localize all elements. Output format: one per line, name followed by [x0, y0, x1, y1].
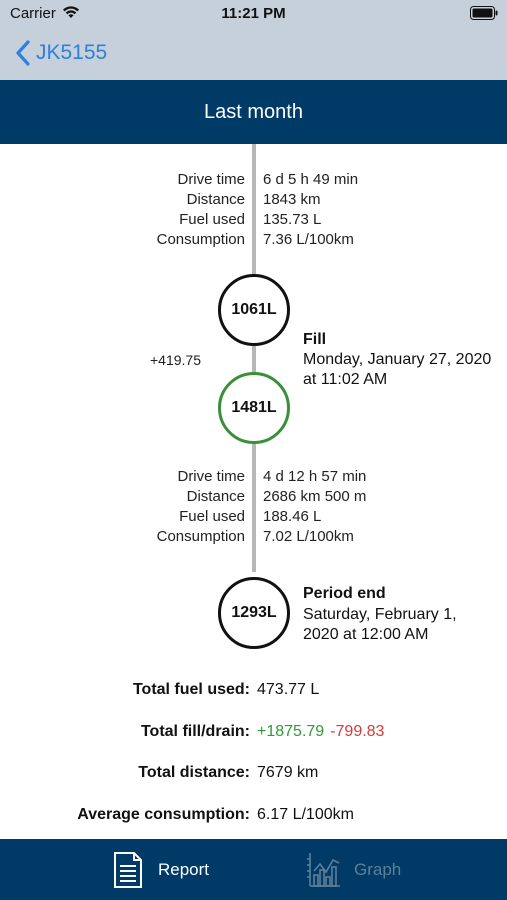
fill-total: +1875.79 — [257, 723, 325, 740]
stat-value: 135.73 L — [263, 211, 322, 228]
stat-value: 7.02 L/100km — [263, 528, 354, 545]
tab-graph[interactable] — [306, 839, 401, 900]
summary-average-consumption — [0, 806, 507, 830]
stat-label: Distance — [186, 488, 245, 505]
stat-row-drive-time — [0, 171, 507, 191]
fuel-level-node-fill: 1481L — [218, 372, 290, 444]
tab-label: Report — [158, 859, 210, 879]
stat-row-fuel-used — [0, 211, 507, 231]
stat-label: Consumption — [156, 528, 245, 545]
fuel-timeline[interactable] — [0, 144, 507, 839]
stat-label: Fuel used — [179, 211, 245, 228]
carrier-label: Carrier — [10, 5, 56, 22]
summary-label: Total fill/drain: — [140, 723, 250, 740]
summary-label: Total distance: — [138, 764, 250, 781]
stat-row-distance — [0, 191, 507, 211]
event-date: Monday, January 27, 2020 at 11:02 AM — [303, 351, 492, 388]
tab-report[interactable] — [110, 839, 209, 900]
fuel-level-node: 1061L — [218, 274, 290, 346]
status-bar — [0, 0, 507, 28]
back-button[interactable] — [14, 38, 107, 68]
summary-value: 7679 km — [257, 764, 319, 781]
stat-row-distance — [0, 488, 507, 508]
summary-value — [257, 723, 384, 741]
stat-value: 7.36 L/100km — [263, 231, 354, 248]
period-title: Last month — [0, 80, 507, 144]
tab-bar — [0, 839, 507, 900]
stat-value: 6 d 5 h 49 min — [263, 171, 359, 188]
stat-value: 1843 km — [263, 191, 321, 208]
back-label: JK5155 — [36, 41, 108, 64]
stat-row-drive-time — [0, 468, 507, 488]
stat-row-fuel-used — [0, 508, 507, 528]
stat-label: Consumption — [156, 231, 245, 248]
status-time: 11:21 PM — [221, 5, 286, 22]
timeline-line — [252, 344, 256, 374]
fuel-level-node-end: 1293L — [218, 577, 290, 649]
navigation-bar — [0, 28, 507, 80]
summary-label: Average consumption: — [77, 806, 250, 823]
tab-label: Graph — [354, 859, 402, 879]
summary-total-fuel — [0, 681, 507, 705]
summary-label: Total fuel used: — [132, 681, 250, 698]
stat-value: 4 d 12 h 57 min — [263, 468, 367, 485]
report-document-icon — [110, 851, 146, 889]
event-date: Saturday, February 1, 2020 at 12:00 AM — [303, 606, 457, 643]
segment-stats — [0, 468, 507, 548]
summary-fill-drain — [0, 723, 507, 747]
summary-value: 6.17 L/100km — [257, 806, 354, 823]
drain-total: -799.83 — [330, 723, 385, 740]
stat-row-consumption — [0, 528, 507, 548]
segment-stats — [0, 171, 507, 251]
event-title: Fill — [303, 331, 327, 348]
stat-row-consumption — [0, 231, 507, 251]
stat-label: Fuel used — [179, 508, 245, 525]
summary-value: 473.77 L — [257, 681, 320, 698]
summary-total-distance — [0, 764, 507, 788]
stat-label: Drive time — [177, 468, 245, 485]
stat-label: Distance — [186, 191, 245, 208]
battery-icon — [470, 6, 498, 20]
stat-label: Drive time — [177, 171, 245, 188]
event-title: Period end — [303, 585, 386, 602]
chevron-left-icon — [14, 40, 32, 66]
graph-chart-icon — [306, 851, 342, 889]
stat-value: 2686 km 500 m — [263, 488, 367, 505]
stat-value: 188.46 L — [263, 508, 322, 525]
fill-amount: +419.75 — [150, 352, 201, 368]
